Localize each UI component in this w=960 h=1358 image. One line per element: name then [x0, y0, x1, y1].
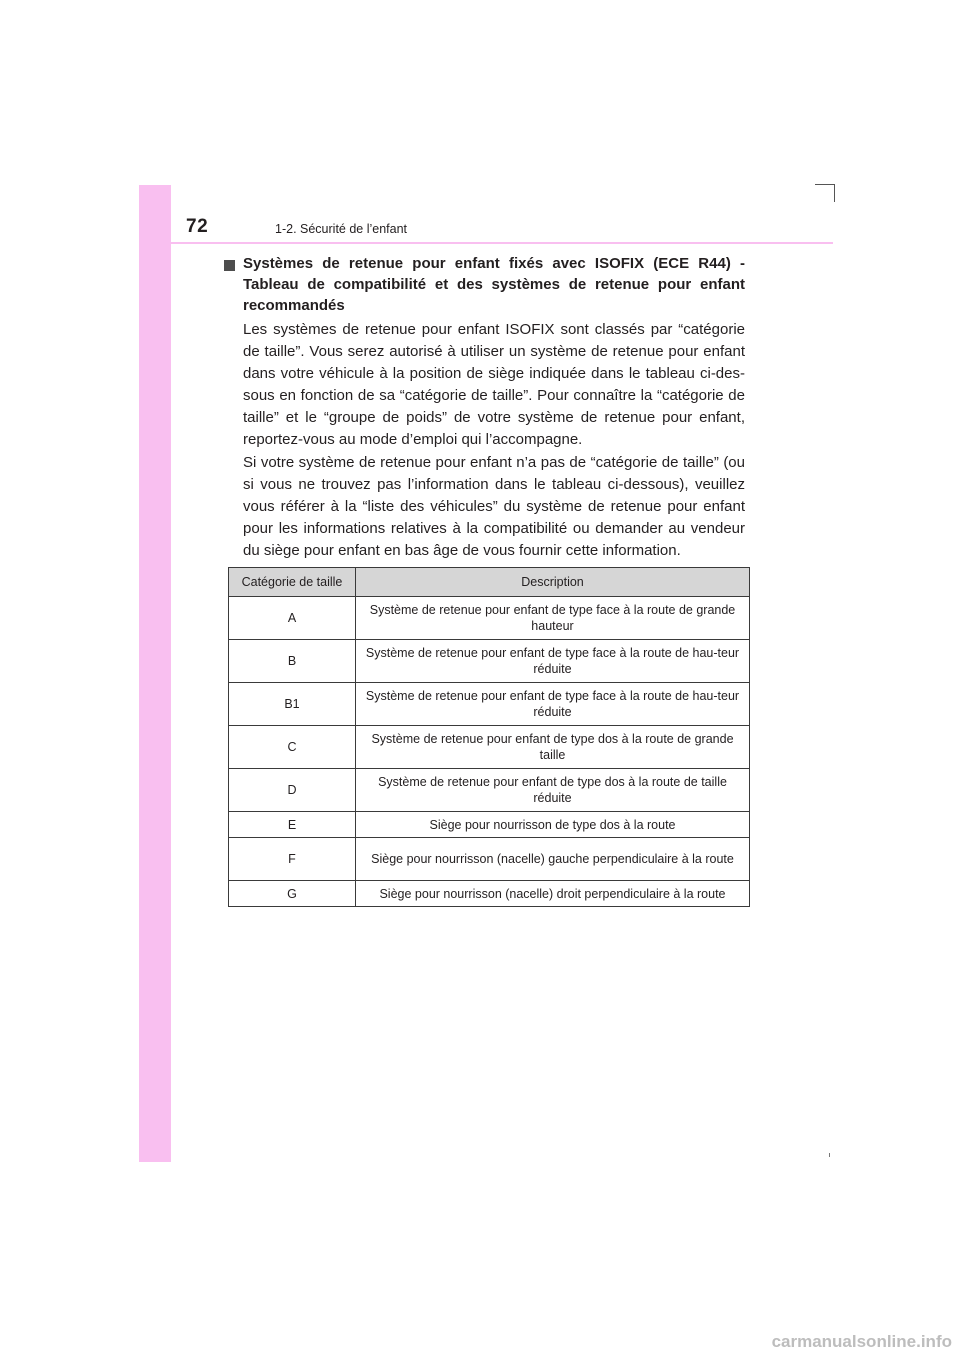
paragraph: Si votre système de retenue pour enfant n’a pas de “catégorie de taille” (ou si vous ne trouvez pas l’information dans le tableau ci-dessous), veuillez vous référer à la “liste des véhicules” du système de retenue pour enfant pour les informations relatives à la compatibilité ou demander au vendeur du siège pour enfant en bas âge de vous fournir cette information. [243, 454, 745, 559]
table-row [229, 838, 750, 881]
table-row [229, 597, 750, 640]
description-cell: Siège pour nourrisson (nacelle) droit perpendiculaire à la route [356, 881, 750, 907]
size-category-cell: C [229, 726, 356, 769]
description-cell: Siège pour nourrisson de type dos à la route [356, 812, 750, 838]
size-category-cell: A [229, 597, 356, 640]
size-category-cell: G [229, 881, 356, 907]
size-category-cell: F [229, 838, 356, 881]
table-row [229, 640, 750, 683]
square-bullet-icon [224, 260, 235, 271]
paragraph: Les systèmes de retenue pour enfant ISOFIX sont classés par “catégorie de taille”. Vous serez autorisé à utiliser un système de retenue pour enfant dans votre véhicule à la position de siège indiquée dans le tableau ci-des-sous en fonction de sa “catégorie de taille”. Pour connaître la “catégorie de taille” et le “groupe de poids” de votre système de retenue pour enfant, reportez-vous au mode d’emploi qui l’accompagne. [243, 321, 745, 448]
description-cell: Siège pour nourrisson (nacelle) gauche perpendiculaire à la route [356, 838, 750, 881]
section-heading: Systèmes de retenue pour enfant fixés avec ISOFIX (ECE R44) - Tableau de compatibilité et des systèmes de retenue pour enfant recommandés [243, 255, 745, 314]
column-header: Description [356, 568, 750, 597]
crop-mark [829, 1153, 830, 1157]
description-cell: Système de retenue pour enfant de type face à la route de hau-teur réduite [356, 683, 750, 726]
description-cell: Système de retenue pour enfant de type dos à la route de taille réduite [356, 769, 750, 812]
size-category-table [228, 567, 750, 907]
header-rule [139, 242, 833, 244]
crop-mark [834, 184, 835, 202]
table-row [229, 726, 750, 769]
table-header-row [229, 568, 750, 597]
description-cell: Système de retenue pour enfant de type face à la route de grande hauteur [356, 597, 750, 640]
table-row [229, 812, 750, 838]
description-cell: Système de retenue pour enfant de type dos à la route de grande taille [356, 726, 750, 769]
size-category-cell: D [229, 769, 356, 812]
side-tab-band [139, 185, 171, 1162]
size-category-cell: E [229, 812, 356, 838]
table-row [229, 683, 750, 726]
column-header: Catégorie de taille [229, 568, 356, 597]
page-number: 72 [186, 216, 209, 237]
table-row [229, 769, 750, 812]
section-title: 1-2. Sécurité de l’enfant [275, 222, 408, 236]
size-category-cell: B1 [229, 683, 356, 726]
size-category-cell: B [229, 640, 356, 683]
crop-mark [815, 184, 835, 185]
table-row [229, 881, 750, 907]
watermark: carmanualsonline.info [771, 1332, 952, 1351]
description-cell: Système de retenue pour enfant de type face à la route de hau-teur réduite [356, 640, 750, 683]
